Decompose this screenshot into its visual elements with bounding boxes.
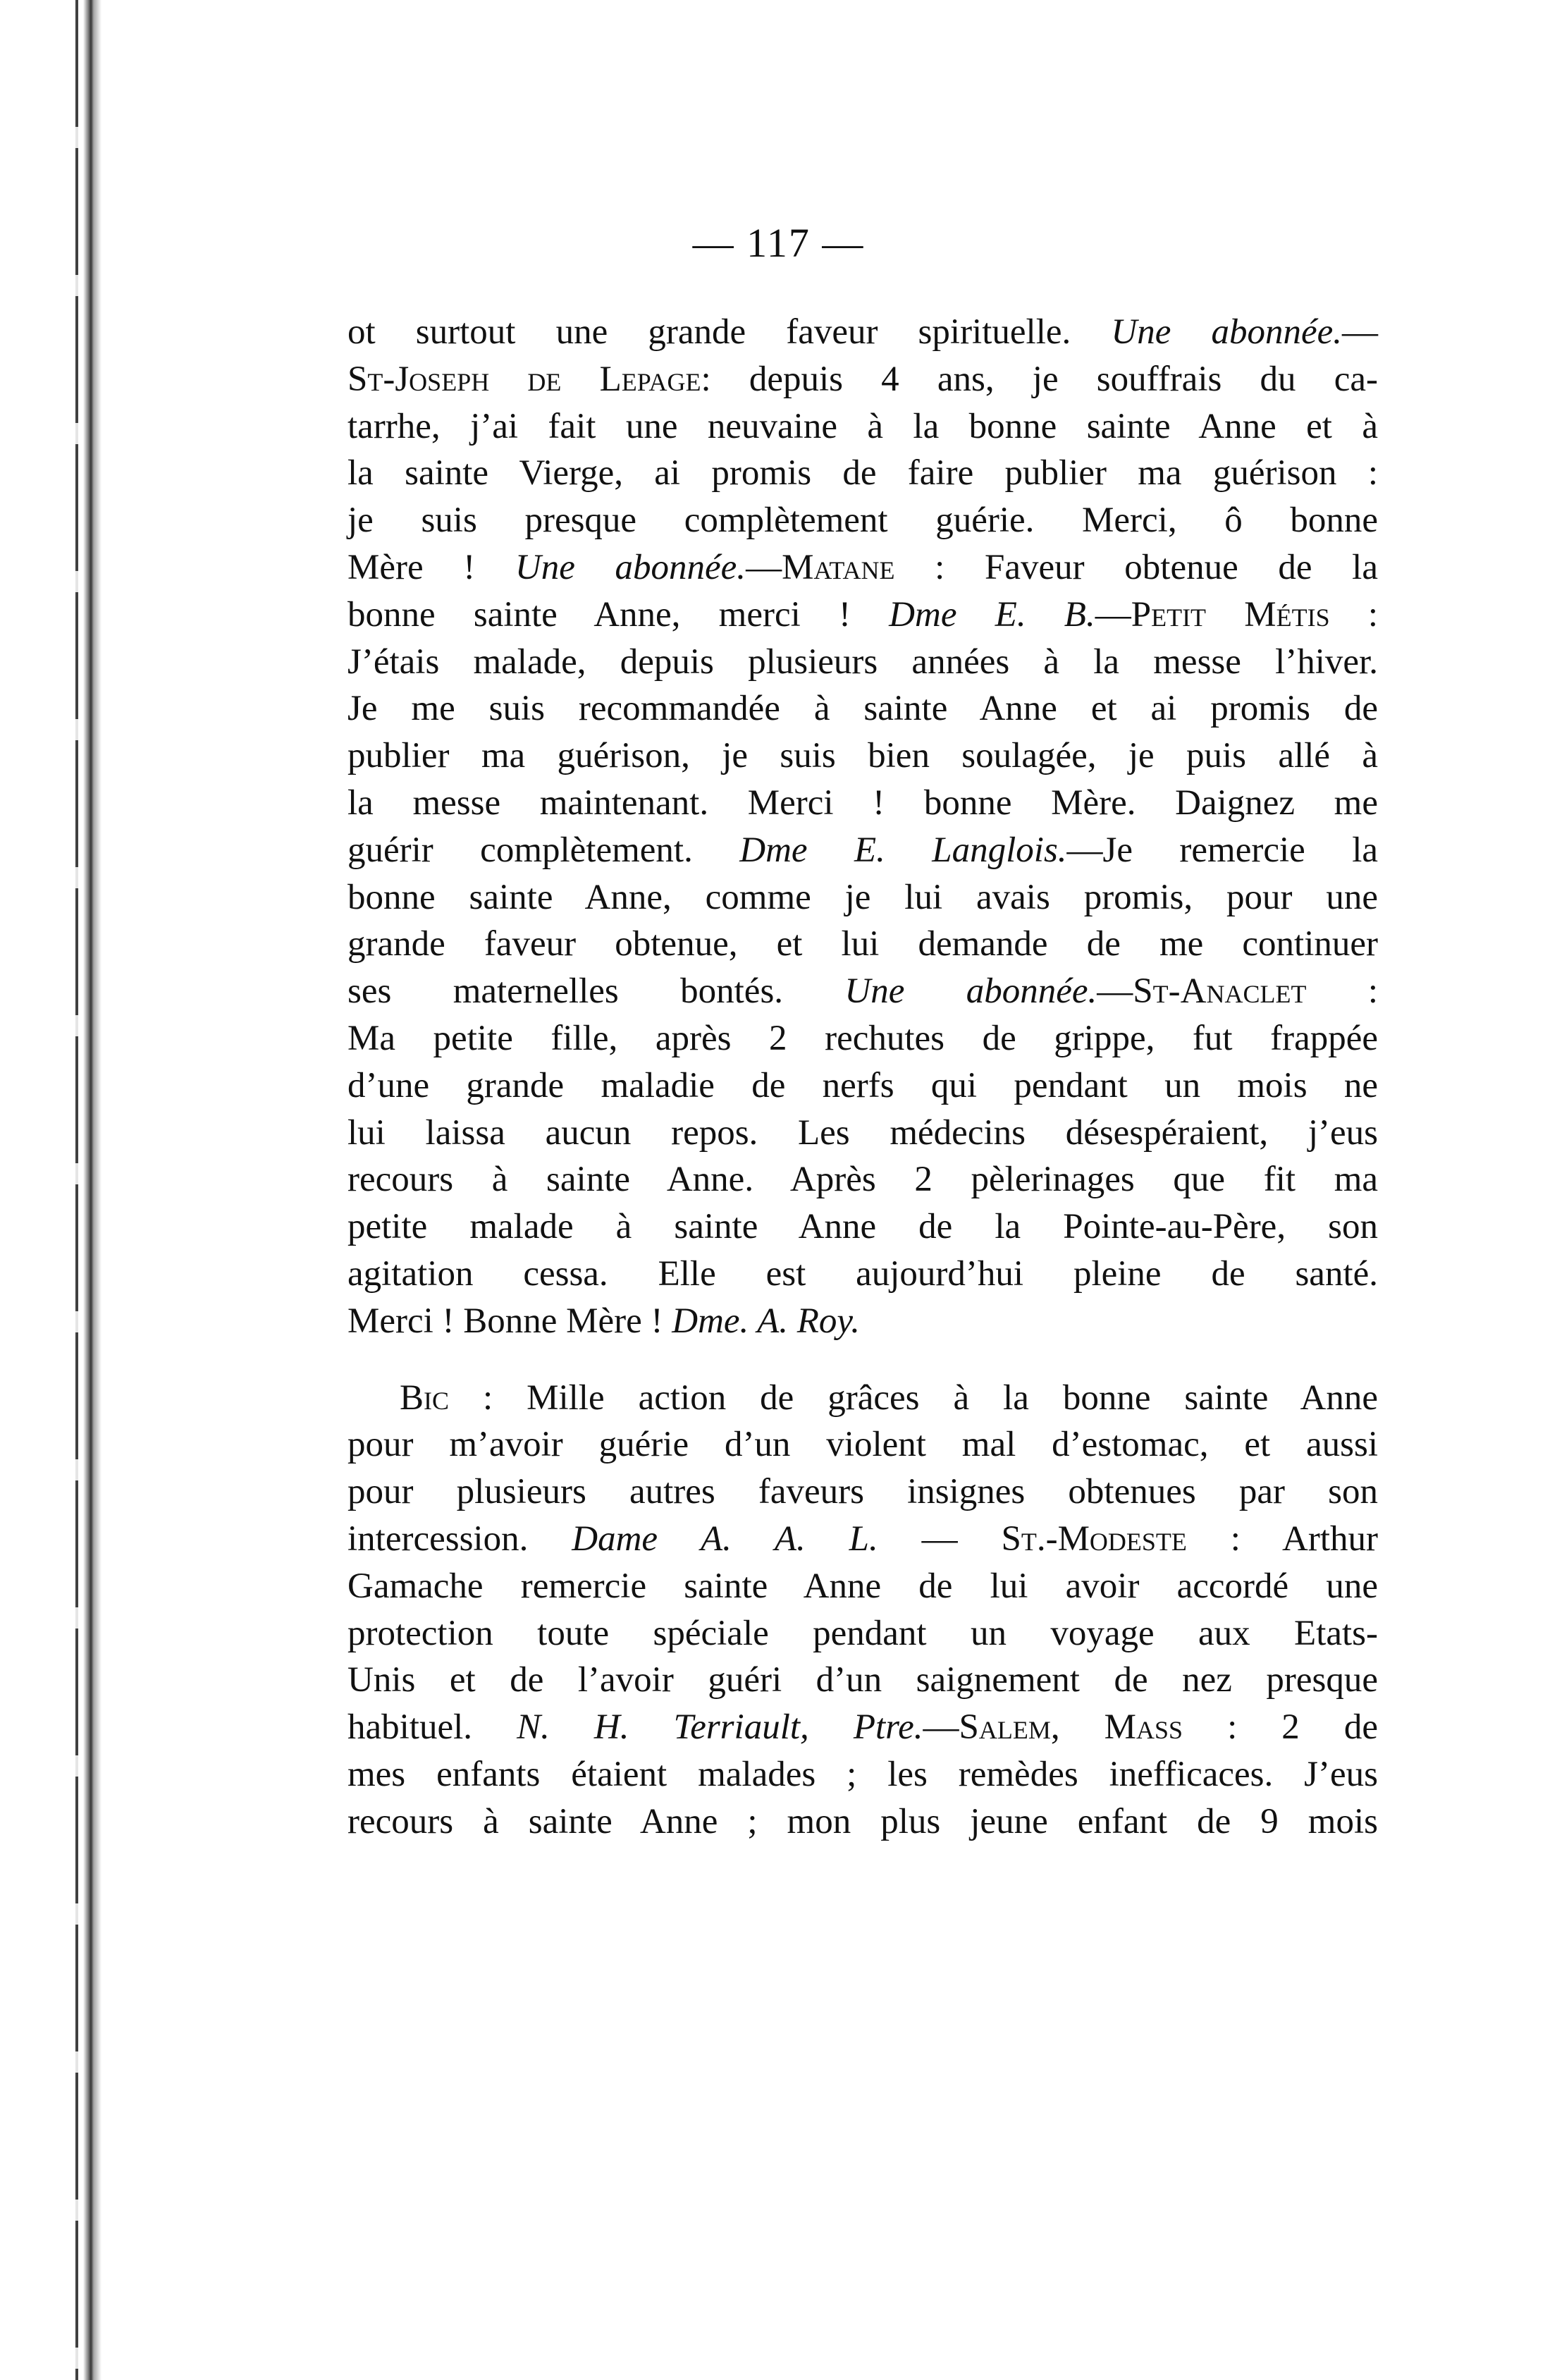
text-line: St-Joseph de Lepage: depuis 4 ans, je souffrais du ca- [347,359,1378,399]
text-line: pour plusieurs autres faveurs insignes obtenues par son [347,1472,1378,1512]
text-line: lui laissa aucun repos. Les médecins désespéraient, j’eus [347,1112,1378,1153]
text-line: Gamache remercie sainte Anne de lui avoir accordé une [347,1566,1378,1606]
text-line: habituel. N. H. Terriault, Ptre.—Salem, Mass : 2 de [347,1707,1378,1748]
text-line: ses maternelles bontés. Une abonnée.—St-Anaclet : [347,971,1378,1012]
text-line: publier ma guérison, je suis bien soulagée, je puis allé à [347,736,1378,776]
paragraph-testimonials-1 [347,309,1378,1345]
text-line: agitation cessa. Elle est aujourd’hui pleine de santé. [347,1253,1378,1294]
binding-shadow-line [75,0,78,2380]
text-line: J’étais malade, depuis plusieurs années à la messe l’hiver. [347,642,1378,682]
paragraph-gap [347,1345,1378,1375]
text-line: Mère ! Une abonnée.—Matane : Faveur obtenue de la [347,547,1378,587]
text-line: Je me suis recommandée à sainte Anne et ai promis de [347,689,1378,729]
page-body-text [347,309,1378,1846]
text-line: pour m’avoir guérie d’un violent mal d’estomac, et aussi [347,1425,1378,1465]
text-line: recours à sainte Anne. Après 2 pèlerinages que fit ma [347,1160,1378,1200]
text-line: Ma petite fille, après 2 rechutes de grippe, fut frappée [347,1018,1378,1058]
text-line: bonne sainte Anne, merci ! Dme E. B.—Petit Métis : [347,594,1378,634]
paragraph-testimonials-2 [347,1375,1378,1846]
text-line: grande faveur obtenue, et lui demande de me continuer [347,924,1378,964]
text-line: Unis et de l’avoir guéri d’un saignement de nez presque [347,1660,1378,1700]
text-line: protection toute spéciale pendant un voyage aux Etats- [347,1613,1378,1653]
text-line: mes enfants étaient malades ; les remèdes inefficaces. J’eus [347,1754,1378,1794]
text-line: la messe maintenant. Merci ! bonne Mère. Daignez me [347,783,1378,823]
text-line: la sainte Vierge, ai promis de faire publier ma guérison : [347,453,1378,493]
text-line: petite malade à sainte Anne de la Pointe-au-Père, son [347,1207,1378,1247]
text-line: je suis presque complètement guérie. Merci, ô bonne [347,501,1378,541]
text-line: bonne sainte Anne, comme je lui avais promis, pour une [347,877,1378,917]
text-line: d’une grande maladie de nerfs qui pendant un mois ne [347,1065,1378,1105]
text-line: recours à sainte Anne ; mon plus jeune enfant de 9 mois [347,1801,1378,1841]
text-line: intercession. Dame A. A. L. — St.-Modeste : Arthur [347,1519,1378,1559]
text-line: ot surtout une grande faveur spirituelle. Une abonnée.— [347,312,1378,352]
text-line: Bic : Mille action de grâces à la bonne sainte Anne [400,1378,1378,1418]
text-line: Merci ! Bonne Mère ! Dme. A. Roy. [347,1301,861,1341]
text-line: guérir complètement. Dme E. Langlois.—Je remercie la [347,830,1378,870]
text-line: tarrhe, j’ai fait une neuvaine à la bonne sainte Anne et à [347,406,1378,446]
page-binding-edge [83,0,101,2380]
page-number: — 117 — [692,220,865,266]
